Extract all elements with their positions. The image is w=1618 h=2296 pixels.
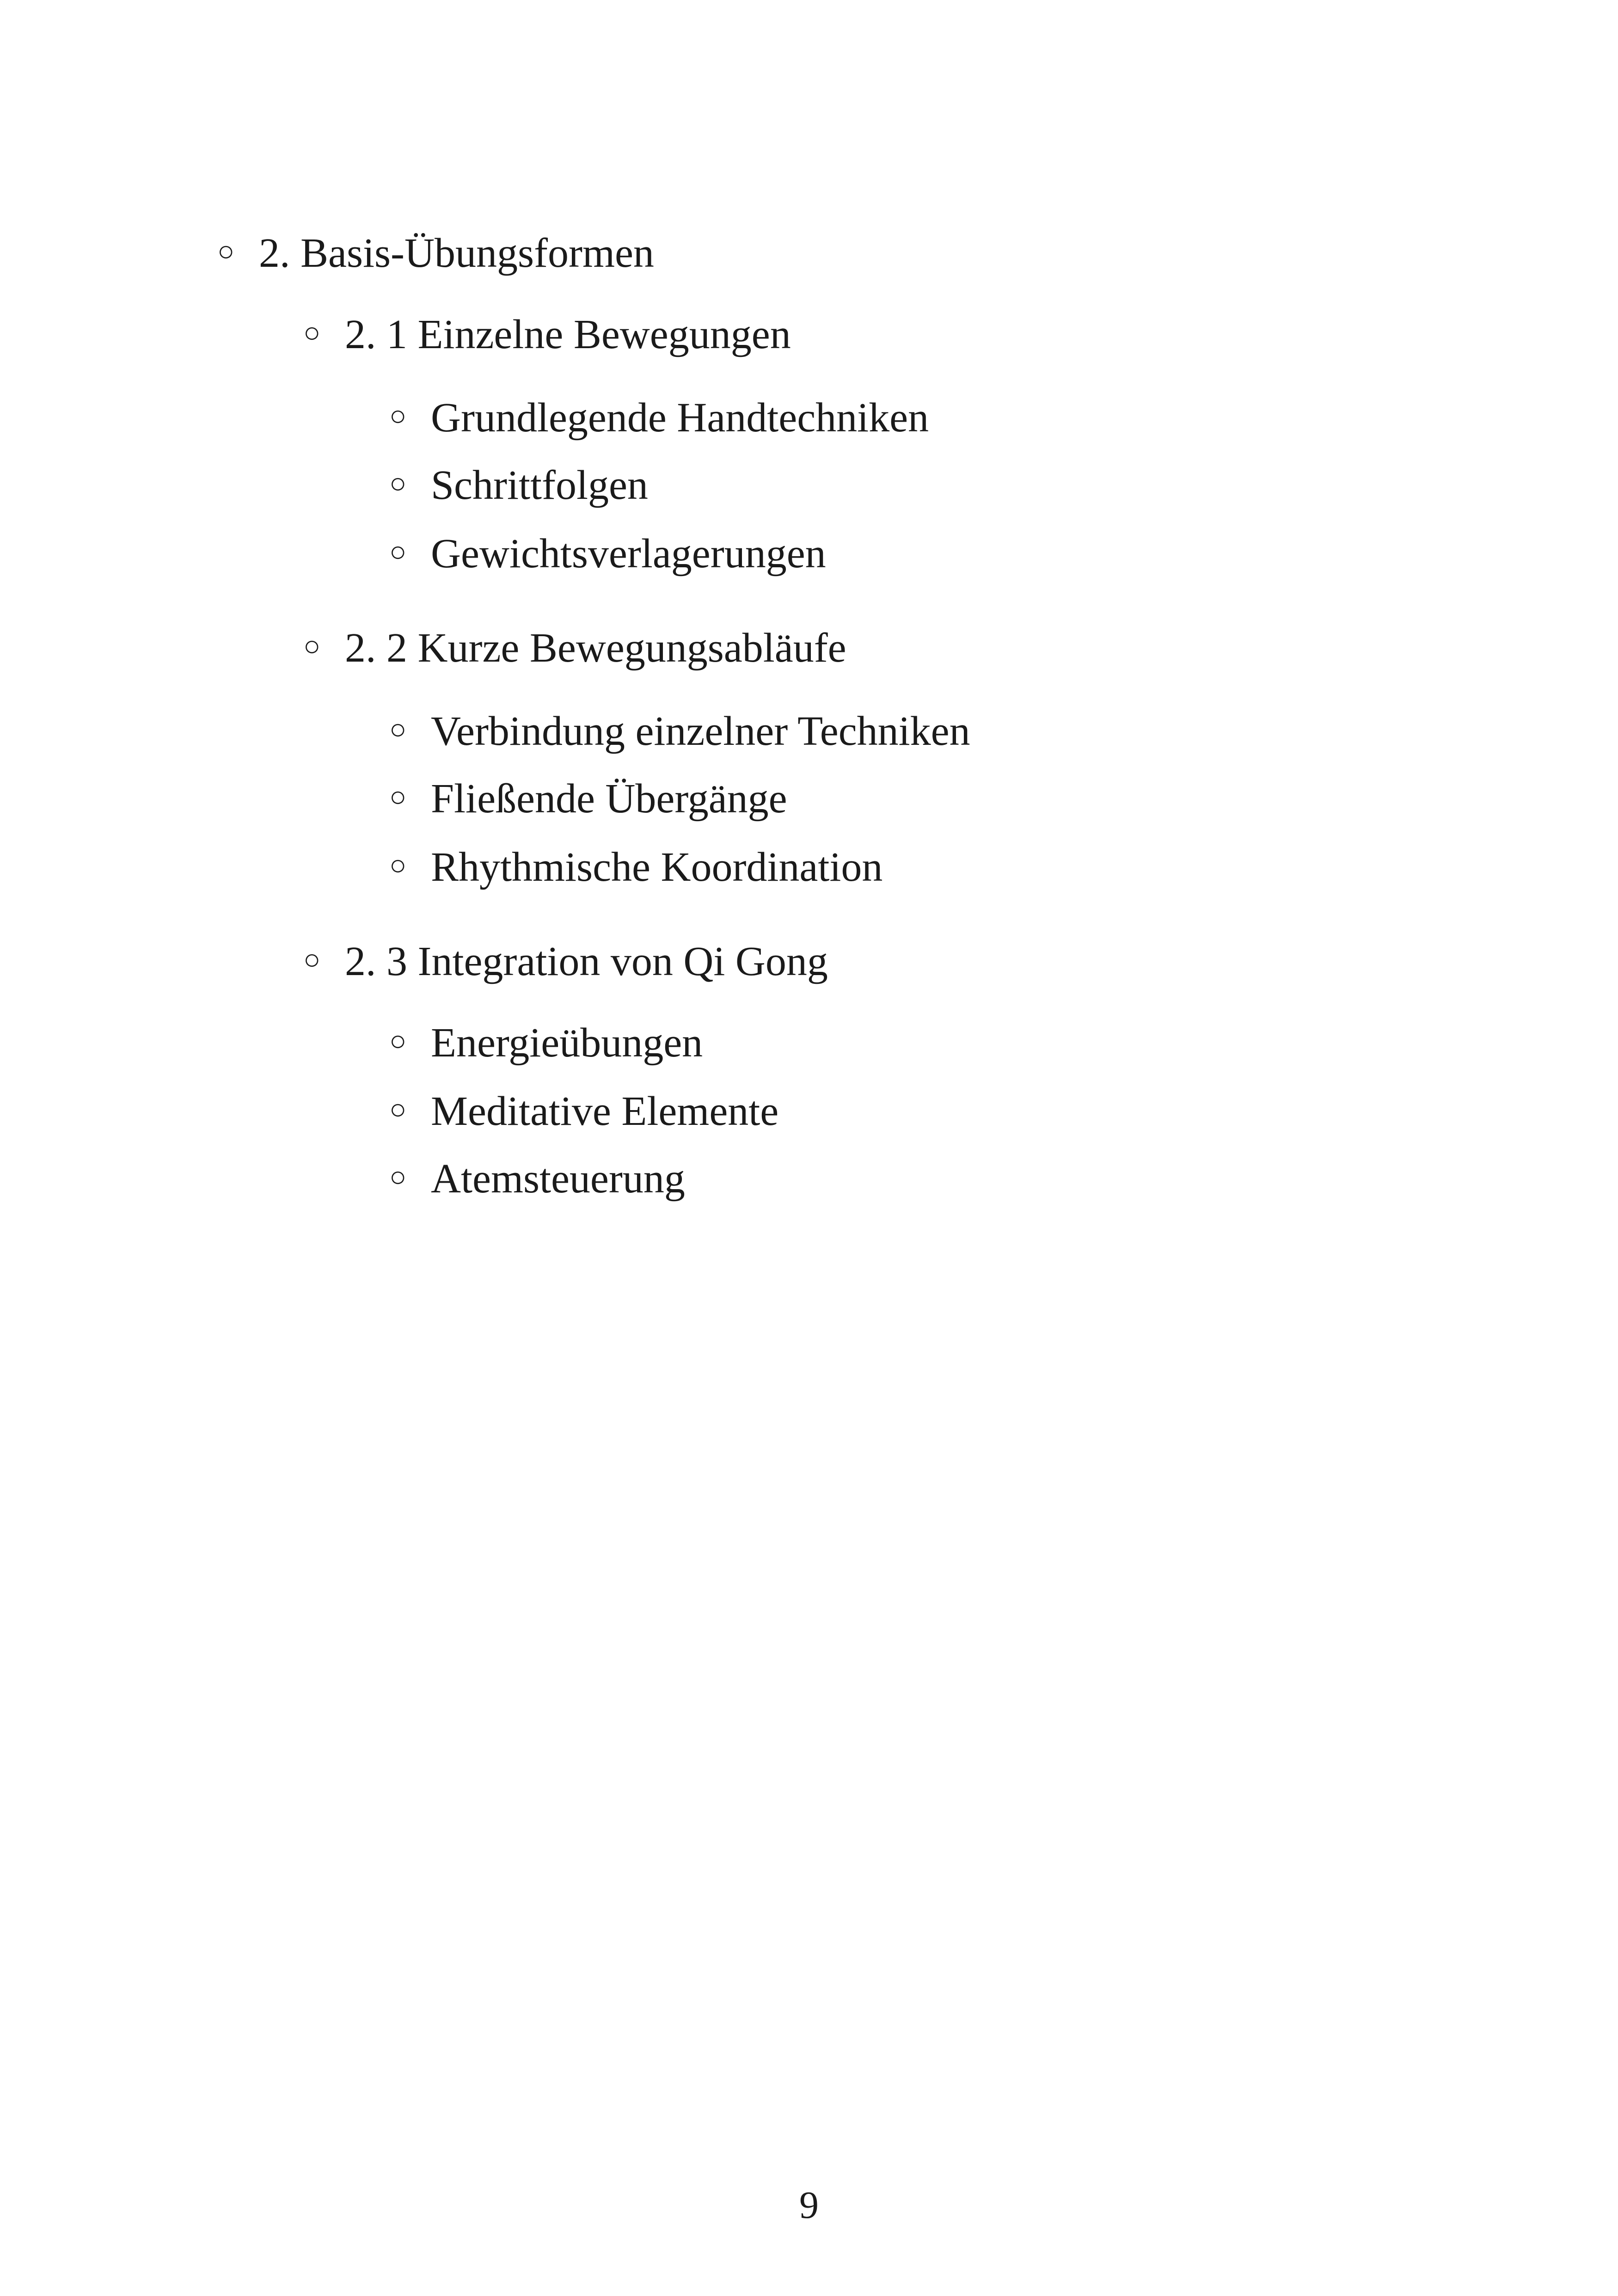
bullet-circle-icon: ○	[217, 236, 235, 267]
section-heading-label: 2. Basis-Übungsformen	[259, 230, 654, 276]
list-item-label: Gewichtsverlagerungen	[431, 531, 826, 577]
bullet-circle-icon: ○	[389, 781, 407, 813]
list-item-label: Energieübungen	[431, 1020, 703, 1066]
list-item	[389, 840, 883, 895]
bullet-circle-icon: ○	[389, 1025, 407, 1057]
list-item-label: Verbindung einzelner Techniken	[431, 708, 970, 754]
list-item	[389, 1015, 703, 1071]
bullet-circle-icon: ○	[303, 944, 321, 976]
bullet-circle-icon: ○	[303, 631, 321, 662]
list-item	[389, 1084, 778, 1139]
bullet-circle-icon: ○	[389, 714, 407, 745]
subsection-heading-label: 2. 1 Einzelne Bewegungen	[345, 312, 791, 357]
list-item	[389, 526, 826, 582]
list-item	[389, 1151, 685, 1207]
section-heading	[217, 226, 654, 281]
bullet-circle-icon: ○	[389, 850, 407, 881]
list-item-label: Rhythmische Koordination	[431, 844, 883, 890]
list-item-label: Schrittfolgen	[431, 462, 648, 508]
list-item-label: Atemsteuerung	[431, 1156, 685, 1202]
bullet-circle-icon: ○	[389, 536, 407, 568]
bullet-circle-icon: ○	[389, 468, 407, 499]
bullet-circle-icon: ○	[389, 1094, 407, 1125]
bullet-circle-icon: ○	[303, 317, 321, 349]
list-item-label: Fließende Übergänge	[431, 776, 787, 822]
list-item	[389, 390, 929, 446]
list-item-label: Meditative Elemente	[431, 1088, 779, 1134]
bullet-circle-icon: ○	[389, 400, 407, 432]
subsection-heading-label: 2. 3 Integration von Qi Gong	[345, 939, 828, 984]
subsection-heading-label: 2. 2 Kurze Bewegungsabläufe	[345, 625, 846, 671]
page-number: 9	[799, 2184, 819, 2227]
subsection-heading	[303, 934, 828, 989]
list-item-label: Grundlegende Handtechniken	[431, 395, 929, 441]
subsection-heading	[303, 620, 846, 676]
list-item	[389, 704, 970, 759]
list-item	[389, 771, 787, 827]
bullet-circle-icon: ○	[389, 1161, 407, 1193]
subsection-heading	[303, 307, 791, 362]
list-item	[389, 458, 648, 513]
